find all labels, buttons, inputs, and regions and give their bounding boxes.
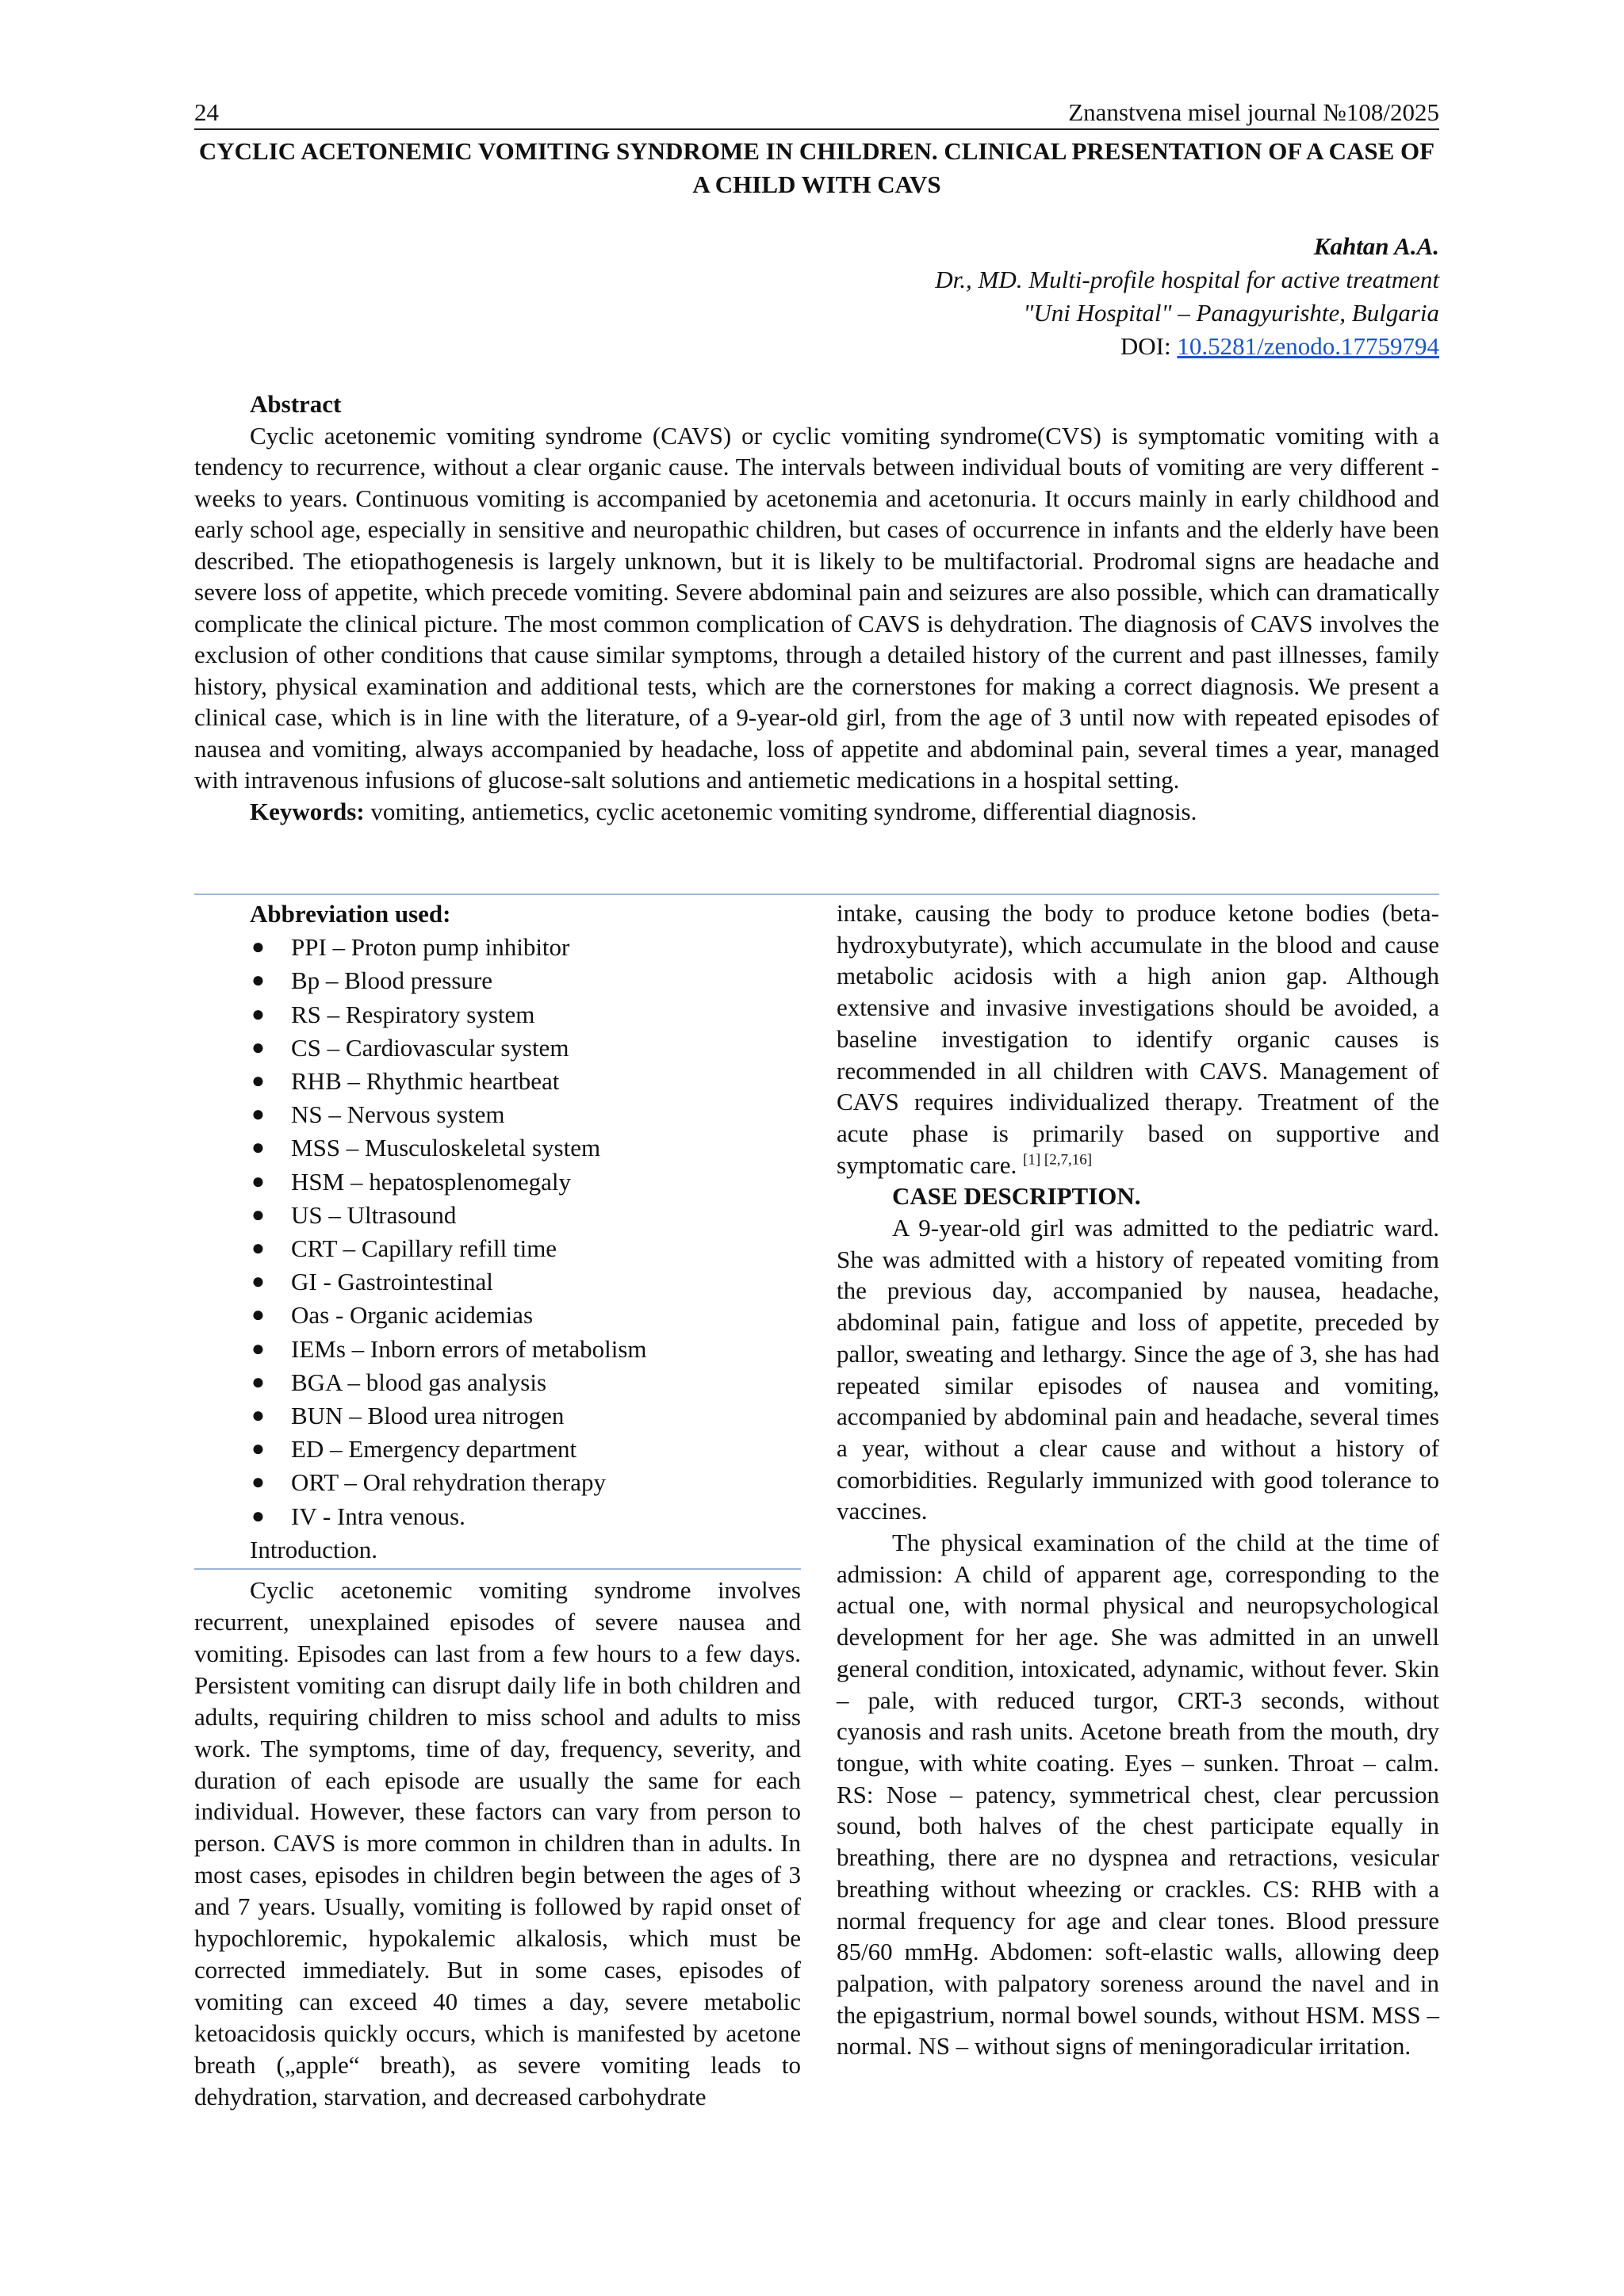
section-divider xyxy=(194,894,1439,895)
bullet-icon: ● xyxy=(251,1303,265,1328)
list-item: ● US – Ultrasound xyxy=(194,1199,801,1232)
abstract-section xyxy=(194,388,1439,827)
bullet-icon: ● xyxy=(251,1336,265,1361)
column-divider xyxy=(194,1568,801,1570)
introduction-label: Introduction. xyxy=(250,1535,377,1563)
list-item: ● CRT – Capillary refill time xyxy=(194,1232,801,1265)
list-item: ● RS – Respiratory system xyxy=(194,998,801,1031)
list-item: ● ED – Emergency department xyxy=(194,1433,801,1466)
list-item: ● CS – Cardiovascular system xyxy=(194,1031,801,1065)
list-item: ● BUN – Blood urea nitrogen xyxy=(194,1399,801,1433)
list-item: ● RHB – Rhythmic heartbeat xyxy=(194,1065,801,1098)
keywords-text: vomiting, antiemetics, cyclic acetonemic vomiting syndrome, differential diagnosis. xyxy=(364,797,1197,825)
doi-line xyxy=(194,330,1439,363)
abbreviations-heading: Abbreviation used: xyxy=(250,900,451,928)
bullet-icon: ● xyxy=(251,1403,265,1429)
bullet-icon: ● xyxy=(251,1035,265,1060)
bullet-icon: ● xyxy=(251,1102,265,1127)
case-description-heading: CASE DESCRIPTION. xyxy=(892,1182,1141,1211)
abbreviations-list xyxy=(194,931,801,1533)
doi-label: DOI: xyxy=(1120,332,1178,360)
bullet-icon: ● xyxy=(251,1269,265,1295)
journal-name: Znanstvena misel journal №108/2025 xyxy=(1068,98,1439,126)
list-item: ● ORT – Oral rehydration therapy xyxy=(194,1466,801,1499)
doi-link[interactable]: 10.5281/zenodo.17759794 xyxy=(1177,332,1439,360)
list-item: ● PPI – Proton pump inhibitor xyxy=(194,931,801,964)
list-item: ● BGA – blood gas analysis xyxy=(194,1366,801,1399)
case-paragraph-1: A 9-year-old girl was admitted to the pediatric ward. She was admitted with a history of repeated vomiting from the previous day, accompanied by nausea, headache, abdominal pain, fatigue and loss of appetite, preceded by pallor, sweating and lethargy. Since the age of 3, she has had repeated similar episodes of nausea and vomiting, accompanied by abdominal pain and headache, several times a year, without a clear cause and without a history of comorbidities. Regularly immunized with good tolerance to vaccines. xyxy=(837,1214,1439,1525)
bullet-icon: ● xyxy=(251,1202,265,1227)
continuation-text: intake, causing the body to produce ketone bodies (beta-hydroxybutyrate), which accumulate in the blood and cause metabolic acidosis with a high anion gap. Although extensive and invasive investigations should be avoided, a baseline investigation to identify organic causes is recommended in all children with CAVS. Management of CAVS requires individualized therapy. Treatment of the acute phase is primarily based on supportive and symptomatic care. xyxy=(837,899,1439,1179)
bullet-icon: ● xyxy=(251,1135,265,1161)
list-item: ● IEMs – Inborn errors of metabolism xyxy=(194,1333,801,1366)
abstract-heading: Abstract xyxy=(250,390,342,418)
bullet-icon: ● xyxy=(251,1001,265,1027)
article-title: CYCLIC ACETONEMIC VOMITING SYNDROME IN CHILDREN. CLINICAL PRESENTATION OF A CASE OF A CHILD WITH CAVS xyxy=(198,137,1435,198)
keywords-label: Keywords: xyxy=(250,797,365,825)
list-item: ● Bp – Blood pressure xyxy=(194,964,801,997)
bullet-icon: ● xyxy=(251,1470,265,1495)
right-column xyxy=(837,897,1439,2062)
bullet-icon: ● xyxy=(251,968,265,993)
list-item: ● IV - Intra venous. xyxy=(194,1500,801,1533)
list-item: ● MSS – Musculoskeletal system xyxy=(194,1131,801,1165)
list-item: ● HSM – hepatosplenomegaly xyxy=(194,1165,801,1199)
bullet-icon: ● xyxy=(251,935,265,960)
author-name: Kahtan A.A. xyxy=(1313,232,1439,260)
bullet-icon: ● xyxy=(251,1437,265,1462)
case-paragraph-2: The physical examination of the child at the time of admission: A child of apparent age, corresponding to the actual one, with normal physical and neuropsychological development for her age. She was admitted in an unwell general condition, intoxicated, adynamic, without fever. Skin – pale, with reduced turgor, CRT-3 seconds, without cyanosis and rash units. Acetone breath from the mouth, dry tongue, with white coating. Eyes – sunken. Throat – calm. RS: Nose – patency, symmetrical chest, clear percussion sound, both halves of the chest participate equally in breathing, there are no dyspnea and retractions, vesicular breathing without wheezing or crackles. CS: RHB with a normal frequency for age and clear tones. Blood pressure 85/60 mmHg. Abdomen: soft-elastic walls, allowing deep palpation, with palpatory soreness around the navel and in the epigastrium, normal bowel sounds, without HSM. MSS – normal. NS – without signs of meningoradicular irritation. xyxy=(837,1529,1439,2061)
affiliation-line-2: "Uni Hospital" – Panagyurishte, Bulgaria xyxy=(1023,299,1439,327)
affiliation-line-1: Dr., MD. Multi-profile hospital for active treatment xyxy=(935,266,1439,293)
list-item: ● Oas - Organic acidemias xyxy=(194,1299,801,1332)
bullet-icon: ● xyxy=(251,1069,265,1094)
left-column xyxy=(194,897,801,2112)
list-item: ● NS – Nervous system xyxy=(194,1098,801,1131)
reference-markers: [1] [2,7,16] xyxy=(1023,1151,1093,1169)
bullet-icon: ● xyxy=(251,1236,265,1261)
introduction-text: Cyclic acetonemic vomiting syndrome involves recurrent, unexplained episodes of severe nausea and vomiting. Episodes can last from a few hours to a few days. Persistent vomiting can disrupt daily life in both children and adults, requiring children to miss school and adults to miss work. The symptoms, time of day, frequency, severity, and duration of each episode are usually the same for each individual. However, these factors can vary from person to person. CAVS is more common in children than in adults. In most cases, episodes in children begin between the ages of 3 and 7 years. Usually, vomiting is followed by rapid onset of hypochloremic, hypokalemic alkalosis, which must be corrected immediately. But in some cases, episodes of vomiting can exceed 40 times a day, severe metabolic ketoacidosis quickly occurs, which is manifested by acetone breath („apple“ breath), as severe vomiting leads to dehydration, starvation, and decreased carbohydrate xyxy=(194,1576,801,2110)
running-head xyxy=(194,94,1439,130)
introduction-continuation xyxy=(837,897,1439,1181)
abstract-text: Cyclic acetonemic vomiting syndrome (CAVS) or cyclic vomiting syndrome(CVS) is symptomatic vomiting with a tendency to recurrence, without a clear organic cause. The intervals between individual bouts of vomiting are very different - weeks to years. Continuous vomiting is accompanied by acetonemia and acetonuria. It occurs mainly in early childhood and early school age, especially in sensitive and neuropathic children, but cases of occurrence in infants and the elderly have been described. The etiopathogenesis is largely unknown, but it is likely to be multifactorial. Prodromal signs are headache and severe loss of appetite, which precede vomiting. Severe abdominal pain and seizures are also possible, which can dramatically complicate the clinical picture. The most common complication of CAVS is dehydration. The diagnosis of CAVS involves the exclusion of other conditions that cause similar symptoms, through a detailed history of the current and past illnesses, family history, physical examination and additional tests, which are the cornerstones for making a correct diagnosis. We present a clinical case, which is in line with the literature, of a 9-year-old girl, from the age of 3 until now with repeated episodes of nausea and vomiting, always accompanied by headache, loss of appetite and abdominal pain, several times a year, managed with intravenous infusions of glucose-salt solutions and antiemetic medications in a hospital setting. xyxy=(194,421,1439,794)
author-block xyxy=(194,230,1439,363)
bullet-icon: ● xyxy=(251,1169,265,1194)
page-number: 24 xyxy=(194,98,219,126)
keywords-line xyxy=(194,796,1439,828)
list-item: ● GI - Gastrointestinal xyxy=(194,1265,801,1299)
bullet-icon: ● xyxy=(251,1503,265,1529)
bullet-icon: ● xyxy=(251,1369,265,1395)
